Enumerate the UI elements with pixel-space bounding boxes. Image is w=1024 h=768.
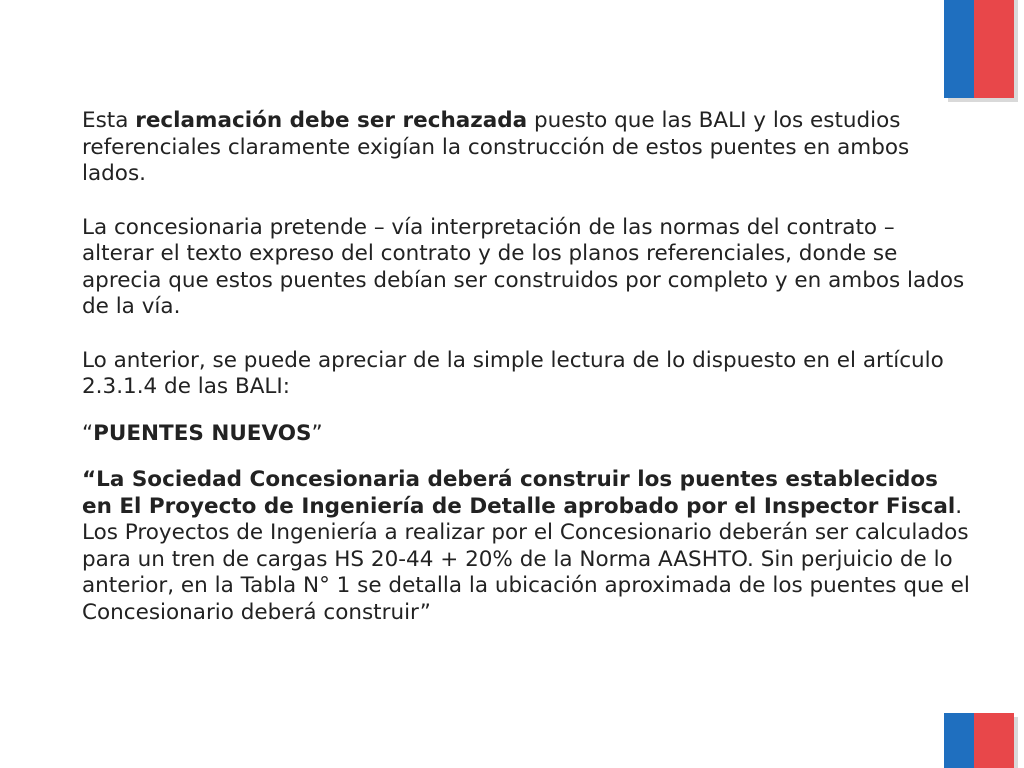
paragraph-concessionaire: La concesionaria pretende – vía interpretación de las normas del contrato – alterar el texto expreso del contrato y de los planos referenciales, donde se aprecia que estos puentes debían ser construidos por completo y en ambos lados de la vía. (82, 214, 965, 319)
flag-top-decoration (944, 0, 1014, 98)
p5-text-after: . Los Proyectos de Ingeniería a realizar por el Concesionario deberán ser calculados para un tren de cargas HS 20-44 + 20% de la Norma AASHTO. Sin perjuicio de lo anterior, en la Tabla N° 1 se detalla la ubicación aproximada de los puentes que el Concesionario deberá construir” (82, 493, 970, 625)
section-heading-puentes-nuevos (82, 421, 972, 448)
flag-top-blue-band (944, 0, 974, 98)
p1-text-before: Esta (82, 108, 136, 133)
heading-bold-text: PUENTES NUEVOS (93, 420, 312, 446)
paragraph-quoted-article (82, 467, 972, 626)
paragraph-reference: Lo anterior, se puede apreciar de la simple lectura de lo dispuesto en el artículo 2.3.1.4 de las BALI: (82, 347, 944, 399)
paragraph-rejection (82, 108, 972, 188)
flag-bottom-red-band (974, 713, 1014, 768)
open-quote: “ (82, 420, 94, 446)
flag-top-red-band (974, 0, 1014, 98)
p1-bold-text: reclamación debe ser rechazada (135, 108, 528, 133)
p5-bold-text: “La Sociedad Concesionaria deberá construir los puentes establecidos en El Proyecto de Ingeniería de Detalle aprobado por el Inspector Fiscal (82, 467, 956, 519)
flag-bottom-decoration (944, 713, 1014, 768)
flag-bottom-blue-band (944, 713, 974, 768)
close-quote: ” (311, 420, 323, 446)
slide-body (82, 108, 972, 653)
p1-text-after: puesto que las BALI y los estudios referenciales claramente exigían la construcción de estos puentes en ambos lados. (82, 108, 910, 186)
